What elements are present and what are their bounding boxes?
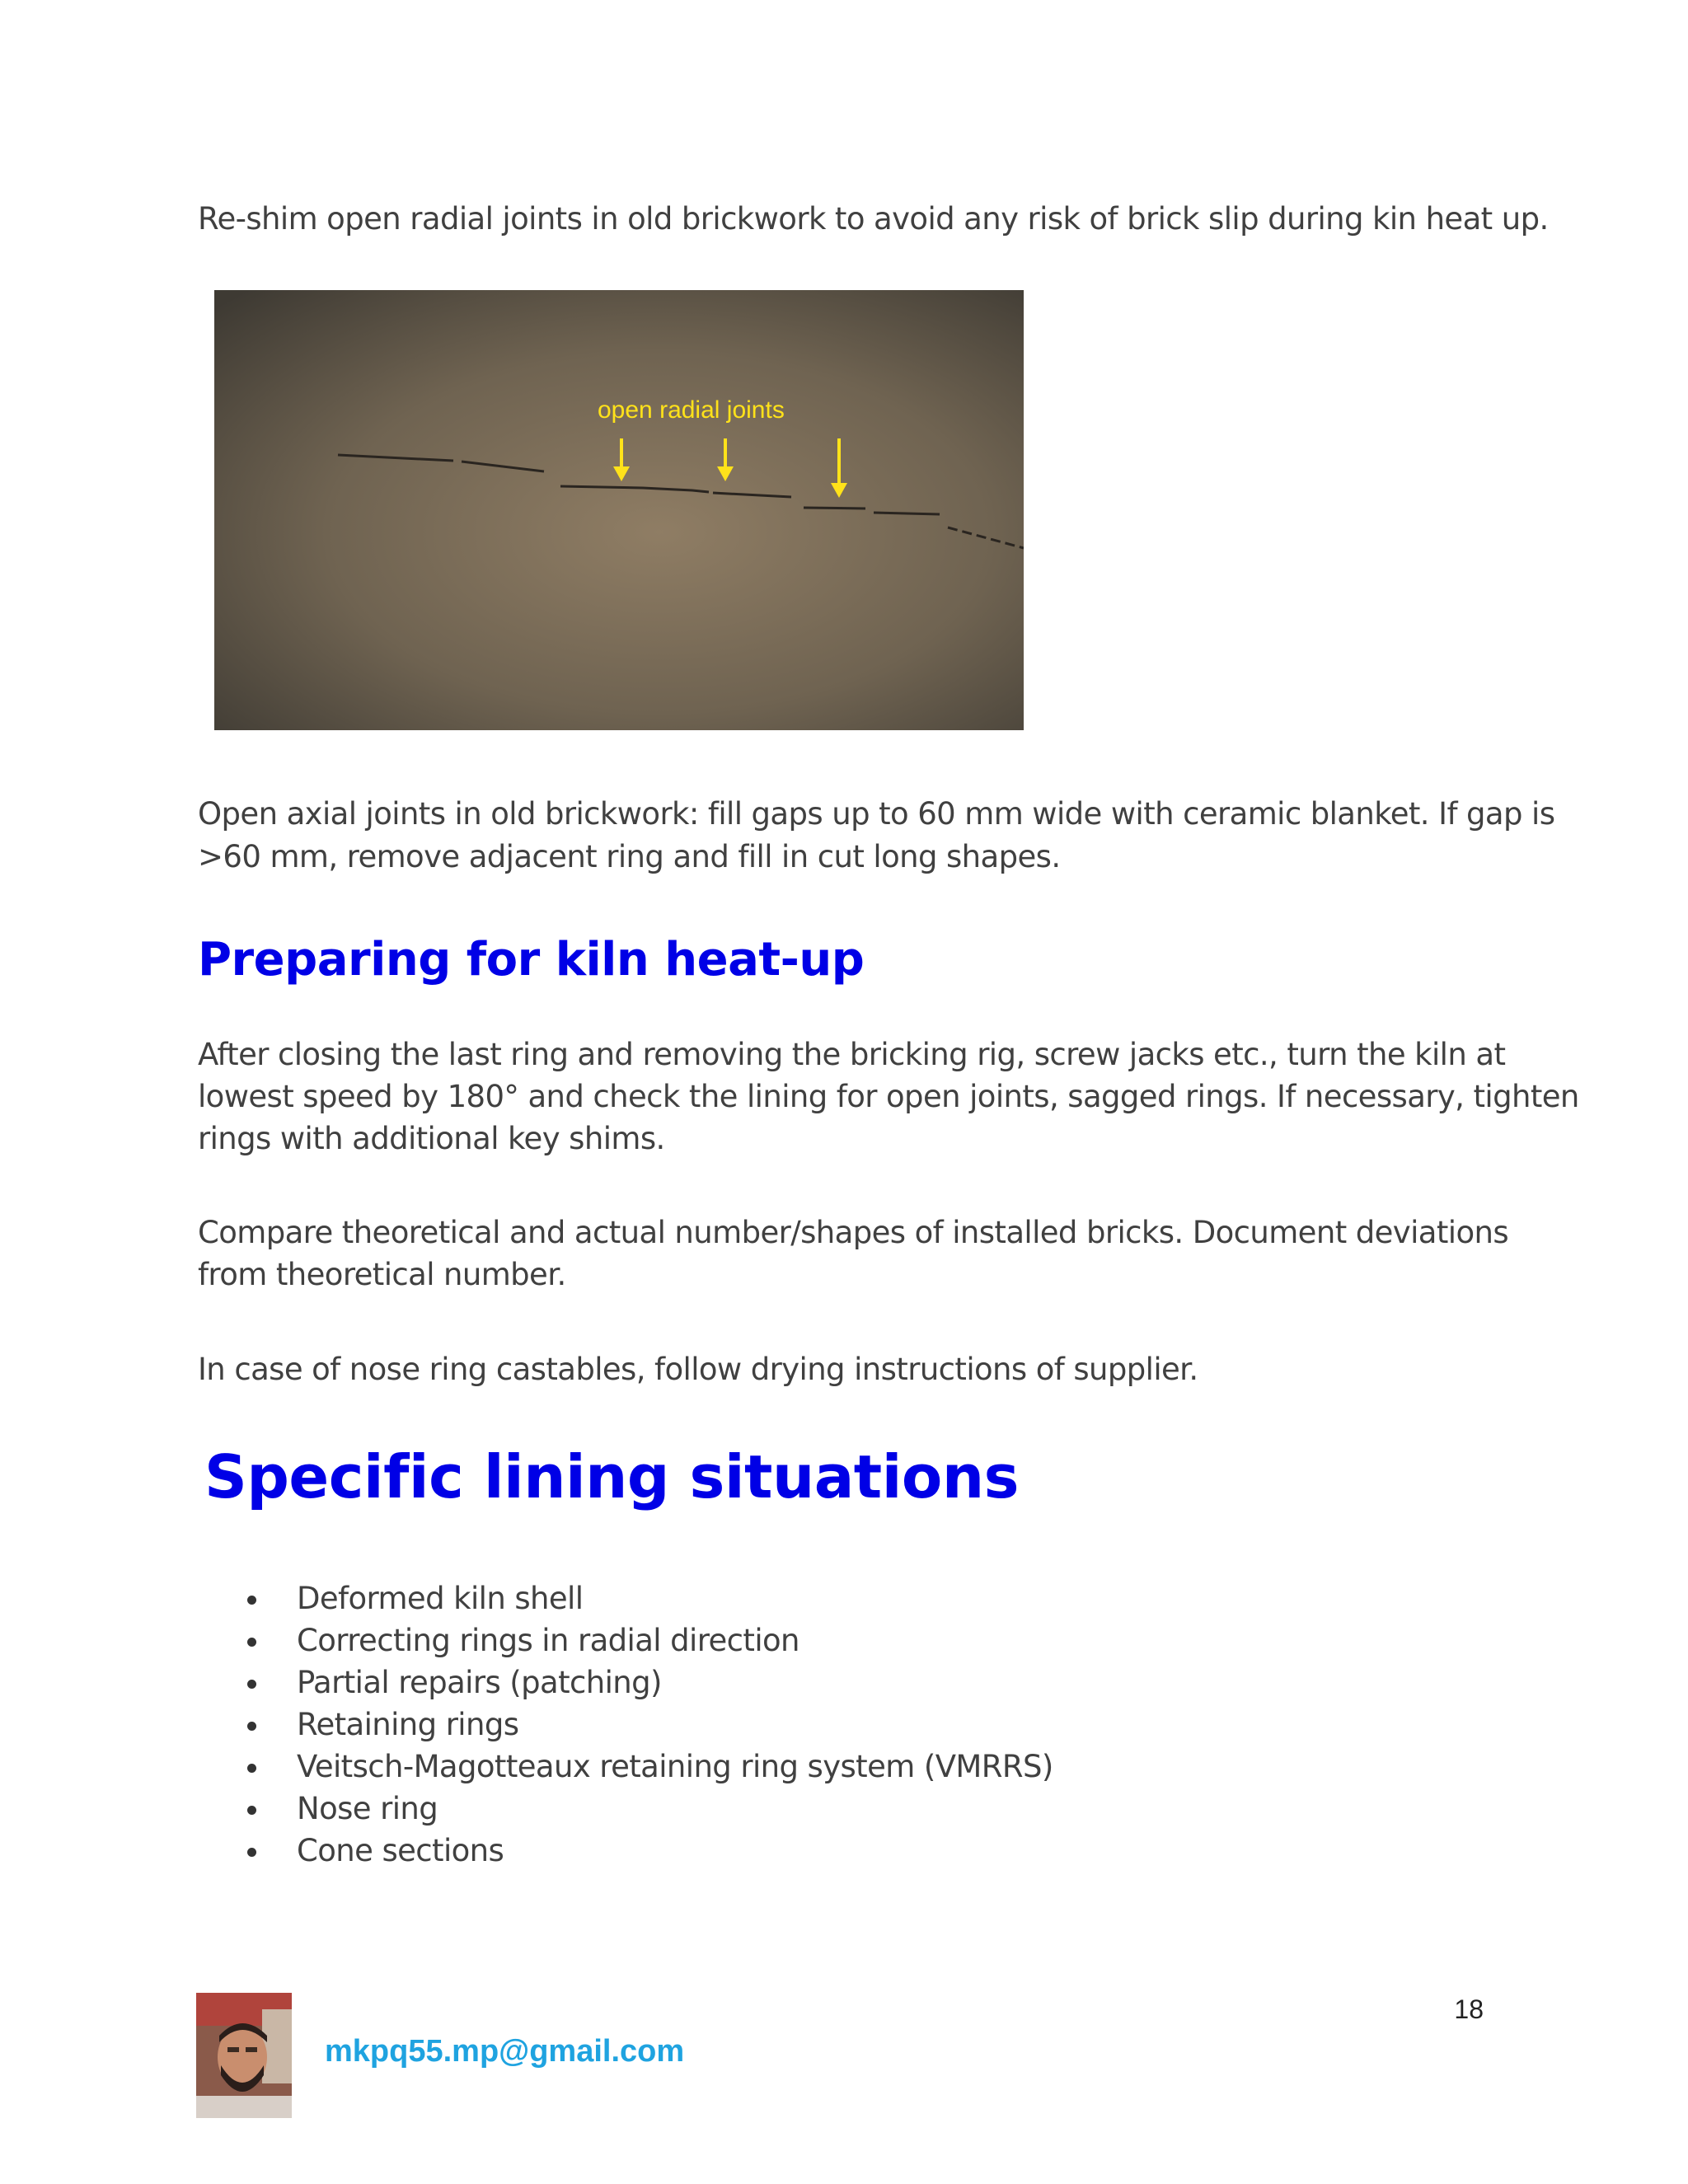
bullet-icon (247, 1764, 256, 1773)
author-avatar (196, 1993, 292, 2118)
list-item: Correcting rings in radial direction (247, 1619, 1053, 1661)
lining-situations-list (247, 1577, 1053, 1872)
bullet-icon (247, 1722, 256, 1731)
list-item: Deformed kiln shell (247, 1577, 1053, 1619)
heat-up-p1-line-3: rings with additional key shims. (198, 1121, 665, 1156)
heat-up-p2-line-1: Compare theoretical and actual number/shapes of installed bricks. Document deviations (198, 1215, 1509, 1250)
open-radial-joints-label: open radial joints (598, 396, 785, 424)
list-item: Veitsch-Magotteaux retaining ring system (VMRRS) (247, 1746, 1053, 1788)
page-number: 18 (1454, 1994, 1484, 2024)
bullet-icon (247, 1848, 256, 1857)
bullet-icon (247, 1596, 256, 1605)
list-item: Retaining rings (247, 1704, 1053, 1746)
bullet-icon (247, 1806, 256, 1815)
heat-up-p3: In case of nose ring castables, follow drying instructions of supplier. (198, 1352, 1198, 1387)
heat-up-p1-line-1: After closing the last ring and removing the bricking rig, screw jacks etc., turn the kiln at (198, 1037, 1506, 1072)
axial-joints-line-2: >60 mm, remove adjacent ring and fill in cut long shapes. (198, 839, 1061, 874)
heading-preparing-heat-up: Preparing for kiln heat-up (198, 933, 865, 987)
heat-up-p2-line-2: from theoretical number. (198, 1257, 566, 1292)
brickwork-photo (214, 290, 1024, 730)
bullet-icon (247, 1638, 256, 1647)
list-item: Cone sections (247, 1830, 1053, 1872)
intro-paragraph: Re-shim open radial joints in old brickwork to avoid any risk of brick slip during kin heat up. (198, 201, 1549, 237)
author-email-link[interactable]: mkpq55.mp@gmail.com (325, 2034, 685, 2069)
list-item: Nose ring (247, 1788, 1053, 1830)
list-item: Partial repairs (patching) (247, 1661, 1053, 1704)
heat-up-p1-line-2: lowest speed by 180° and check the lining for open joints, sagged rings. If necessary, tighten (198, 1079, 1579, 1114)
heading-specific-lining-situations: Specific lining situations (204, 1442, 1019, 1511)
axial-joints-line-1: Open axial joints in old brickwork: fill gaps up to 60 mm wide with ceramic blanket. If gap is (198, 796, 1555, 832)
bullet-icon (247, 1680, 256, 1689)
